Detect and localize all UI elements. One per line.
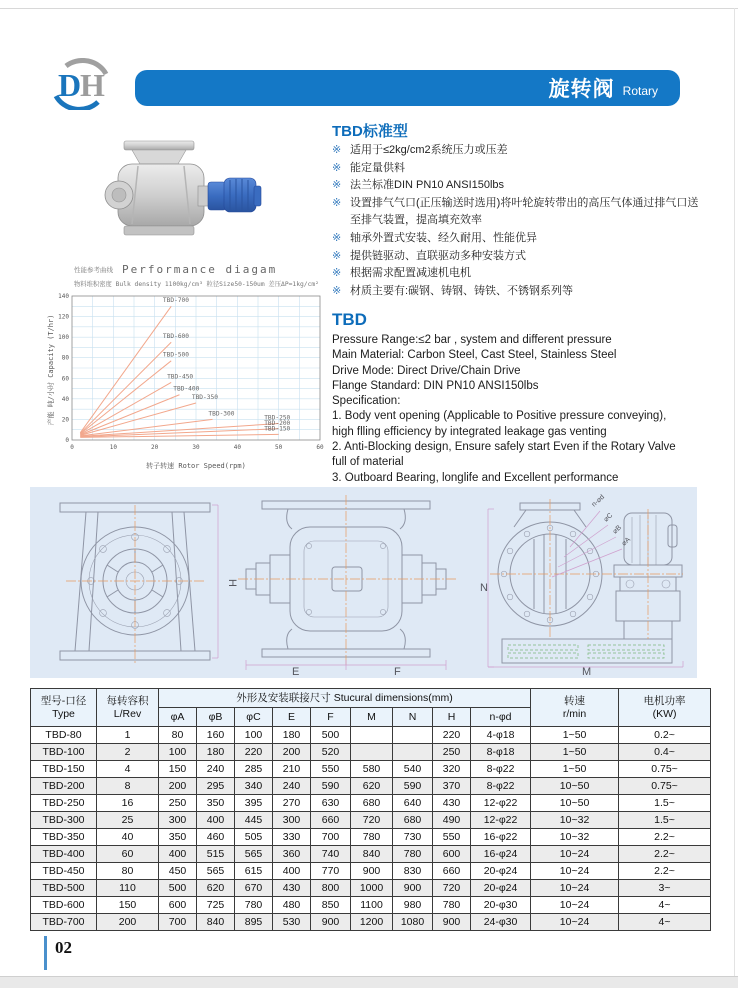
table-cell: 445 [235,812,273,829]
table-cell: 20-φ24 [471,863,531,880]
table-cell: 505 [235,829,273,846]
tbd-spec-line: Specification: [332,395,401,408]
table-cell: 615 [235,863,273,880]
table-cell: TBD-350 [31,829,97,846]
feature-text: 提供链驱动、直联驱动多种安装方式 [350,249,526,262]
table-row [31,812,711,829]
table-cell: 460 [197,829,235,846]
table-cell: 720 [433,880,471,897]
table-row [31,829,711,846]
svg-text:140: 140 [58,293,69,300]
table-cell [393,744,433,761]
table-cell: 295 [197,778,235,795]
table-row [31,744,711,761]
table-cell: 340 [235,778,273,795]
valve-top-flange [124,141,194,150]
dim-label-b: ⌀B [611,524,623,536]
table-cell: 220 [235,744,273,761]
bullet-mark-icon: ※ [332,196,342,209]
table-cell: 0.75~ [619,761,711,778]
table-cell: 720 [351,812,393,829]
table-row [31,846,711,863]
table-cell: 16 [97,795,159,812]
feature-item [332,230,704,248]
table-cell: 320 [433,761,471,778]
table-cell: 2.2~ [619,846,711,863]
bullet-mark-icon: ※ [332,284,342,297]
svg-text:50: 50 [275,444,283,451]
table-cell: 200 [159,778,197,795]
table-cell: 670 [235,880,273,897]
table-header-cell: F [311,708,351,727]
logo-letter-h: H [80,67,105,103]
bullet-mark-icon: ※ [332,231,342,244]
table-cell: 10~32 [531,829,619,846]
tbd-spec-line: 2. Anti-Blocking design, Ensure safely start Even if the Rotary Valve [332,440,676,453]
valve-bottom-flange [124,226,194,235]
table-cell: 250 [433,744,471,761]
bullet-mark-icon: ※ [332,161,342,174]
chart-series-label: TBD-400 [173,385,200,393]
dim-label-f: F [394,666,401,676]
table-cell: 8-φ22 [471,761,531,778]
bullet-mark-icon: ※ [332,267,342,280]
feature-list [332,142,704,300]
table-cell: 10~24 [531,846,619,863]
table-cell: 0.4~ [619,744,711,761]
dim-label-h: H [226,579,238,587]
table-cell: TBD-400 [31,846,97,863]
table-cell: 980 [393,897,433,914]
table-cell: 300 [159,812,197,829]
table-header-cell: 外形及安装联接尺寸 Stucural dimensions(mm) [159,689,531,708]
table-cell: 12-φ22 [471,812,531,829]
table-cell: 590 [393,778,433,795]
table-cell: 900 [351,863,393,880]
table-cell: 580 [351,761,393,778]
title-banner [135,70,680,106]
table-cell: 1 [97,727,159,744]
table-cell: 10~24 [531,863,619,880]
feature-item [332,195,704,230]
table-header-cell: 每转容积 L/Rev [97,689,159,727]
table-cell: 700 [311,829,351,846]
svg-text:10: 10 [109,444,117,451]
table-cell: 370 [433,778,471,795]
chart-x-axis-label: 转子转速 Rotor Speed(rpm) [146,462,246,470]
feature-text: 能定量供料 [350,161,405,174]
table-cell: 1.5~ [619,812,711,829]
table-cell: 770 [311,863,351,880]
table-cell: 780 [393,846,433,863]
table-cell: 180 [197,744,235,761]
table-cell: 520 [311,744,351,761]
table-cell: 360 [273,846,311,863]
svg-text:20: 20 [61,416,69,424]
table-cell: 515 [197,846,235,863]
table-row [31,863,711,880]
table-cell: 565 [197,863,235,880]
table-cell: 350 [197,795,235,812]
feature-text: 轴承外置式安装、经久耐用、性能优异 [350,231,537,244]
drawing-side-view [230,489,470,676]
table-cell: 80 [97,863,159,880]
dh-logo [48,58,114,110]
table-cell: 900 [433,914,471,931]
feature-item [332,265,704,283]
table-cell: 540 [393,761,433,778]
table-cell: 100 [235,727,273,744]
table-cell: 240 [197,761,235,778]
banner-title-cn: 旋转阀 [548,78,615,101]
dimensions-table [30,688,711,931]
svg-text:40: 40 [61,395,69,403]
table-header-cell: φA [159,708,197,727]
chart-title-cn: 性能参考曲线 [74,266,113,274]
table-cell: 840 [197,914,235,931]
dim-label-a: ⌀A [620,536,632,548]
tbd-spec-line: 3. Outboard Bearing, longlife and Excellent performance [332,471,619,484]
table-cell: 400 [273,863,311,880]
svg-text:80: 80 [61,354,69,362]
table-cell: 220 [433,727,471,744]
table-cell: 10~24 [531,914,619,931]
table-cell: TBD-200 [31,778,97,795]
table-cell: 240 [273,778,311,795]
table-cell: 1~50 [531,761,619,778]
bullet-mark-icon: ※ [332,179,342,192]
section-title-standard-type: TBD标准型 [332,123,408,140]
svg-text:20: 20 [151,444,159,451]
page-number: 02 [55,938,72,957]
product-photo [98,136,268,252]
drawing-top-assembly-view [478,489,693,676]
table-cell: 400 [159,846,197,863]
chart-plot-area [58,293,324,451]
table-body [31,727,711,931]
right-edge-divider [734,8,735,976]
table-cell: 350 [159,829,197,846]
table-cell: 4 [97,761,159,778]
svg-text:0: 0 [65,437,69,444]
dim-label-m: M [582,666,592,676]
table-cell: 450 [159,863,197,880]
table-cell: 25 [97,812,159,829]
table-cell: 2.2~ [619,863,711,880]
table-cell: 620 [197,880,235,897]
table-cell: 285 [235,761,273,778]
chart-y-axis-label: 产能 吨/小时 Capacity (T/hr) [47,314,55,426]
table-cell: 680 [351,795,393,812]
tbd-spec-text [332,333,717,486]
svg-text:100: 100 [58,334,69,342]
table-cell: 830 [393,863,433,880]
table-cell: 160 [197,727,235,744]
table-cell: 250 [159,795,197,812]
chart-subtitle: 物料堆积密度 Bulk density 1100kg/cm³ 粒径Size50-150um 差压ΔP=1kg/cm² [74,281,319,288]
table-cell: TBD-700 [31,914,97,931]
table-cell: 600 [433,846,471,863]
table-head [31,689,711,727]
bottom-strip [0,976,738,988]
chart-series-label: TBD-600 [162,333,190,341]
table-header-cell: φC [235,708,273,727]
table-row [31,880,711,897]
table-cell: 900 [393,880,433,897]
table-cell: 530 [273,914,311,931]
chart-series-label: TBD-350 [191,393,218,401]
chart-series-label: TBD-250 [264,414,291,422]
table-cell: TBD-600 [31,897,97,914]
table-header-cell: N [393,708,433,727]
table-cell: 630 [311,795,351,812]
table-cell: 840 [351,846,393,863]
table-cell: 300 [273,812,311,829]
table-cell: 20-φ24 [471,880,531,897]
motor-body [224,178,256,212]
table-row [31,761,711,778]
chart-series-label: TBD-500 [162,351,190,359]
valve-neck [132,150,186,164]
feature-text: 材质主要有:碳钢、铸钢、铸铁、不锈钢系列等 [350,284,574,297]
table-cell: 210 [273,761,311,778]
chart-title-en: Performance diagam [122,263,278,276]
table-cell: 150 [159,761,197,778]
table-cell: 480 [273,897,311,914]
dim-label-n: N [480,582,488,594]
table-cell: 150 [97,897,159,914]
svg-text:60: 60 [61,375,69,383]
section-title-tbd: TBD [332,310,367,329]
table-cell: 1~50 [531,727,619,744]
table-row [31,897,711,914]
table-cell: 900 [311,914,351,931]
gearbox [208,182,226,210]
table-cell: 2 [97,744,159,761]
table-header-cell: 型号-口径 Type [31,689,97,727]
svg-text:60: 60 [316,444,324,451]
tbd-spec-line: full of material [332,456,404,469]
table-header-cell: 电机功率 (KW) [619,689,711,727]
table-cell: TBD-100 [31,744,97,761]
table-cell: 200 [97,914,159,931]
table-cell: 730 [393,829,433,846]
table-cell: 8 [97,778,159,795]
chart-series-label: TBD-300 [208,410,235,418]
table-cell: 590 [311,778,351,795]
table-cell: 430 [273,880,311,897]
table-cell: 1200 [351,914,393,931]
table-cell: 10~24 [531,897,619,914]
table-cell: 12-φ22 [471,795,531,812]
table-cell: 0.2~ [619,727,711,744]
table-header-cell: φB [197,708,235,727]
motor-endcap [254,186,261,206]
table-header-cell: E [273,708,311,727]
svg-text:40: 40 [233,444,241,451]
feature-text: 适用于≤2kg/cm2系统压力或压差 [350,144,508,156]
table-cell: 600 [159,897,197,914]
table-cell: 10~50 [531,778,619,795]
table-cell: TBD-150 [31,761,97,778]
feature-text: 法兰标准DIN PN10 ANSI150lbs [350,179,505,192]
table-cell: 4~ [619,914,711,931]
table-cell: 3~ [619,880,711,897]
table-row [31,778,711,795]
table-cell [351,727,393,744]
table-cell: 1~50 [531,744,619,761]
table-cell: 700 [159,914,197,931]
table-cell: 780 [351,829,393,846]
chart-series-line [80,419,212,435]
table-cell: 895 [235,914,273,931]
table-cell: 550 [433,829,471,846]
table-cell: 780 [433,897,471,914]
dim-label-c: ⌀C [602,512,615,524]
table-cell: 80 [159,727,197,744]
table-cell: 100 [159,744,197,761]
table-cell: 660 [433,863,471,880]
banner-title-en: Rotary [622,84,658,98]
table-cell: 500 [311,727,351,744]
table-cell: 0.75~ [619,778,711,795]
table-header-cell: 转速 r/min [531,689,619,727]
table-cell: 330 [273,829,311,846]
dim-label-bolt-circle: n-⌀d [590,493,606,509]
table-cell: 680 [393,812,433,829]
table-cell: 16-φ24 [471,846,531,863]
table-cell: 1000 [351,880,393,897]
table-cell: 780 [235,897,273,914]
table-header-cell: M [351,708,393,727]
table-cell: 850 [311,897,351,914]
table-cell: TBD-80 [31,727,97,744]
table-cell: 490 [433,812,471,829]
table-cell: 4~ [619,897,711,914]
drawing-front-view [48,491,238,674]
chart-series-label: TBD-450 [167,373,194,381]
table-cell: 620 [351,778,393,795]
table-header-cell: n-φd [471,708,531,727]
table-cell: 20-φ30 [471,897,531,914]
page-number-block [44,936,72,970]
feature-text: 根据需求配置减速机电机 [350,267,471,280]
table-cell: 550 [311,761,351,778]
svg-text:0: 0 [70,444,74,451]
feature-item [332,142,704,160]
chart-series-label: TBD-200 [264,420,291,428]
table-cell [351,744,393,761]
dim-label-e: E [292,666,300,676]
table-cell: 740 [311,846,351,863]
table-cell [393,727,433,744]
table-cell: 660 [311,812,351,829]
table-cell: 500 [159,880,197,897]
chart-series-line [80,395,179,435]
table-cell: 8-φ18 [471,744,531,761]
table-header-cell: H [433,708,471,727]
top-divider [0,8,738,9]
table-cell: 725 [197,897,235,914]
table-cell: 10~24 [531,880,619,897]
table-cell: TBD-450 [31,863,97,880]
tbd-spec-line: Main Material: Carbon Steel, Cast Steel, Stainless Steel [332,349,617,362]
table-cell: 180 [273,727,311,744]
feature-item [332,248,704,266]
table-cell: 110 [97,880,159,897]
table-cell: 16-φ22 [471,829,531,846]
feature-item [332,283,704,301]
table-cell: 40 [97,829,159,846]
tbd-spec-line: 1. Body vent opening (Applicable to Positive pressure conveying), [332,410,667,423]
table-cell: 270 [273,795,311,812]
table-cell: 10~50 [531,795,619,812]
table-cell: 8-φ22 [471,778,531,795]
svg-text:30: 30 [192,444,200,451]
page-number-bar [44,936,47,970]
table-cell: 4-φ18 [471,727,531,744]
table-cell: TBD-500 [31,880,97,897]
table-cell: 60 [97,846,159,863]
bullet-mark-icon: ※ [332,144,342,156]
svg-text:120: 120 [58,313,69,321]
table-cell: 640 [393,795,433,812]
table-cell: 400 [197,812,235,829]
table-cell: 1080 [393,914,433,931]
table-cell: 1100 [351,897,393,914]
table-cell: 395 [235,795,273,812]
tbd-spec-line: Flange Standard: DIN PN10 ANSI150lbs [332,379,539,392]
table-cell: 10~32 [531,812,619,829]
feature-text: 设置排气气口(正压输送时选用)将叶轮旋转带出的高压气体通过排气口送至排气装置，提高填充效率 [350,196,699,227]
performance-chart [44,260,332,482]
table-cell: 565 [235,846,273,863]
table-cell: 800 [311,880,351,897]
table-row [31,795,711,812]
technical-drawings-panel [30,487,697,678]
table-cell: 430 [433,795,471,812]
table-cell: 2.2~ [619,829,711,846]
table-row [31,914,711,931]
tbd-spec-line: Drive Mode: Direct Drive/Chain Drive [332,364,521,377]
tbd-spec-line: high flling efficiency by integrated leakage gas venting [332,425,607,438]
logo-letter-d: D [58,67,82,103]
table-cell: TBD-250 [31,795,97,812]
tbd-spec-line: Pressure Range:≤2 bar , system and different pressure [332,334,612,346]
bullet-mark-icon: ※ [332,249,342,262]
feature-item [332,160,704,178]
table-cell: 24-φ30 [471,914,531,931]
chart-series-label: TBD-700 [162,297,190,305]
chart-series-label: TBD-150 [264,425,291,433]
table-cell: 200 [273,744,311,761]
table-cell: 1.5~ [619,795,711,812]
table-row [31,727,711,744]
table-cell: TBD-300 [31,812,97,829]
feature-item [332,177,704,195]
